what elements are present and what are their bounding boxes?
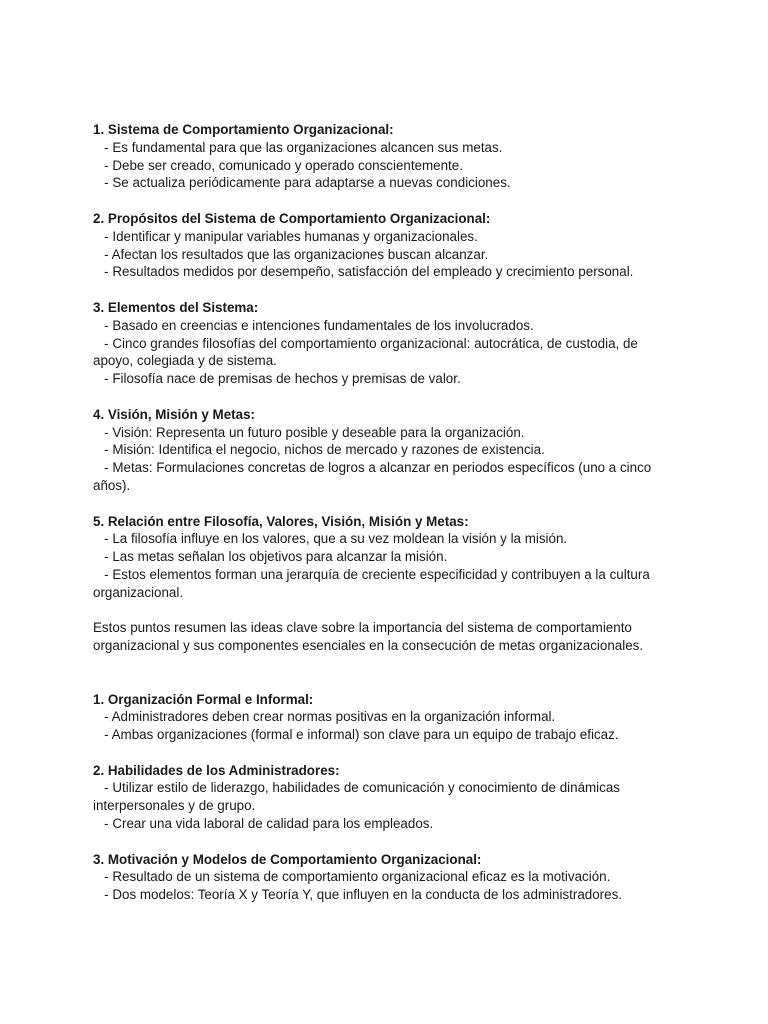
section-elementos: [93, 299, 678, 388]
document-page: [93, 121, 678, 922]
section-propositos: [93, 210, 678, 281]
section-vision-mision-metas: [93, 406, 678, 495]
list-item: - Debe ser creado, comunicado y operado conscientemente.: [93, 157, 463, 173]
section-sistema: [93, 121, 678, 192]
list-item: - Ambas organizaciones (formal e informal) son clave para un equipo de trabajo eficaz.: [93, 727, 619, 743]
section-heading: 3. Elementos del Sistema:: [93, 299, 259, 315]
section-heading: 5. Relación entre Filosofía, Valores, Visión, Misión y Metas:: [93, 513, 469, 529]
list-item: - Se actualiza periódicamente para adaptarse a nuevas condiciones.: [93, 175, 511, 191]
section-relacion: [93, 513, 678, 602]
list-item: - Cinco grandes filosofías del comportamiento organizacional: autocrática, de custodia, de apoyo, colegiada y de sistema.: [93, 335, 642, 369]
summary-paragraph: Estos puntos resumen las ideas clave sobre la importancia del sistema de comportamiento organizacional y sus componentes esenciales en la consecución de metas organizacionales.: [93, 620, 644, 654]
section-heading: 2. Propósitos del Sistema de Comportamiento Organizacional:: [93, 210, 491, 226]
list-item: - Utilizar estilo de liderazgo, habilidades de comunicación y conocimiento de dinámicas interpersonales y de grupo.: [93, 780, 624, 814]
list-item: - Visión: Representa un futuro posible y deseable para la organización.: [93, 424, 525, 440]
list-item: - Dos modelos: Teoría X y Teoría Y, que influyen en la conducta de los administradores.: [93, 887, 622, 903]
section-habilidades: [93, 762, 678, 833]
list-item: - Crear una vida laboral de calidad para los empleados.: [93, 816, 434, 832]
list-item: - Afectan los resultados que las organizaciones buscan alcanzar.: [93, 246, 489, 262]
list-item: - Metas: Formulaciones concretas de logros a alcanzar en periodos específicos (uno a cinco años).: [93, 460, 655, 493]
section-motivacion: [93, 851, 678, 904]
list-item: - Las metas señalan los objetivos para alcanzar la misión.: [93, 549, 448, 565]
list-item: - La filosofía influye en los valores, que a su vez moldean la visión y la misión.: [93, 531, 568, 547]
section-heading: 3. Motivación y Modelos de Comportamiento Organizacional:: [93, 851, 482, 867]
section-heading: 1. Organización Formal e Informal:: [93, 691, 314, 707]
section-heading: 1. Sistema de Comportamiento Organizacional:: [93, 122, 394, 137]
list-item: - Resultado de un sistema de comportamiento organizacional eficaz es la motivación.: [93, 869, 611, 885]
section-heading: 4. Visión, Misión y Metas:: [93, 406, 255, 422]
list-item: - Filosofía nace de premisas de hechos y premisas de valor.: [93, 371, 461, 387]
list-item: - Identificar y manipular variables humanas y organizacionales.: [93, 228, 478, 244]
list-item: - Misión: Identifica el negocio, nichos de mercado y razones de existencia.: [93, 442, 545, 458]
section-organizacion: [93, 691, 678, 744]
list-item: - Basado en creencias e intenciones fundamentales de los involucrados.: [93, 317, 534, 333]
list-item: - Estos elementos forman una jerarquía de creciente especificidad y contribuyen a la cultura organizacional.: [93, 566, 654, 600]
list-item: - Resultados medidos por desempeño, satisfacción del empleado y crecimiento personal.: [93, 264, 634, 280]
section-heading: 2. Habilidades de los Administradores:: [93, 762, 340, 778]
list-item: - Es fundamental para que las organizaciones alcancen sus metas.: [93, 139, 503, 155]
list-item: - Administradores deben crear normas positivas en la organización informal.: [93, 709, 556, 725]
